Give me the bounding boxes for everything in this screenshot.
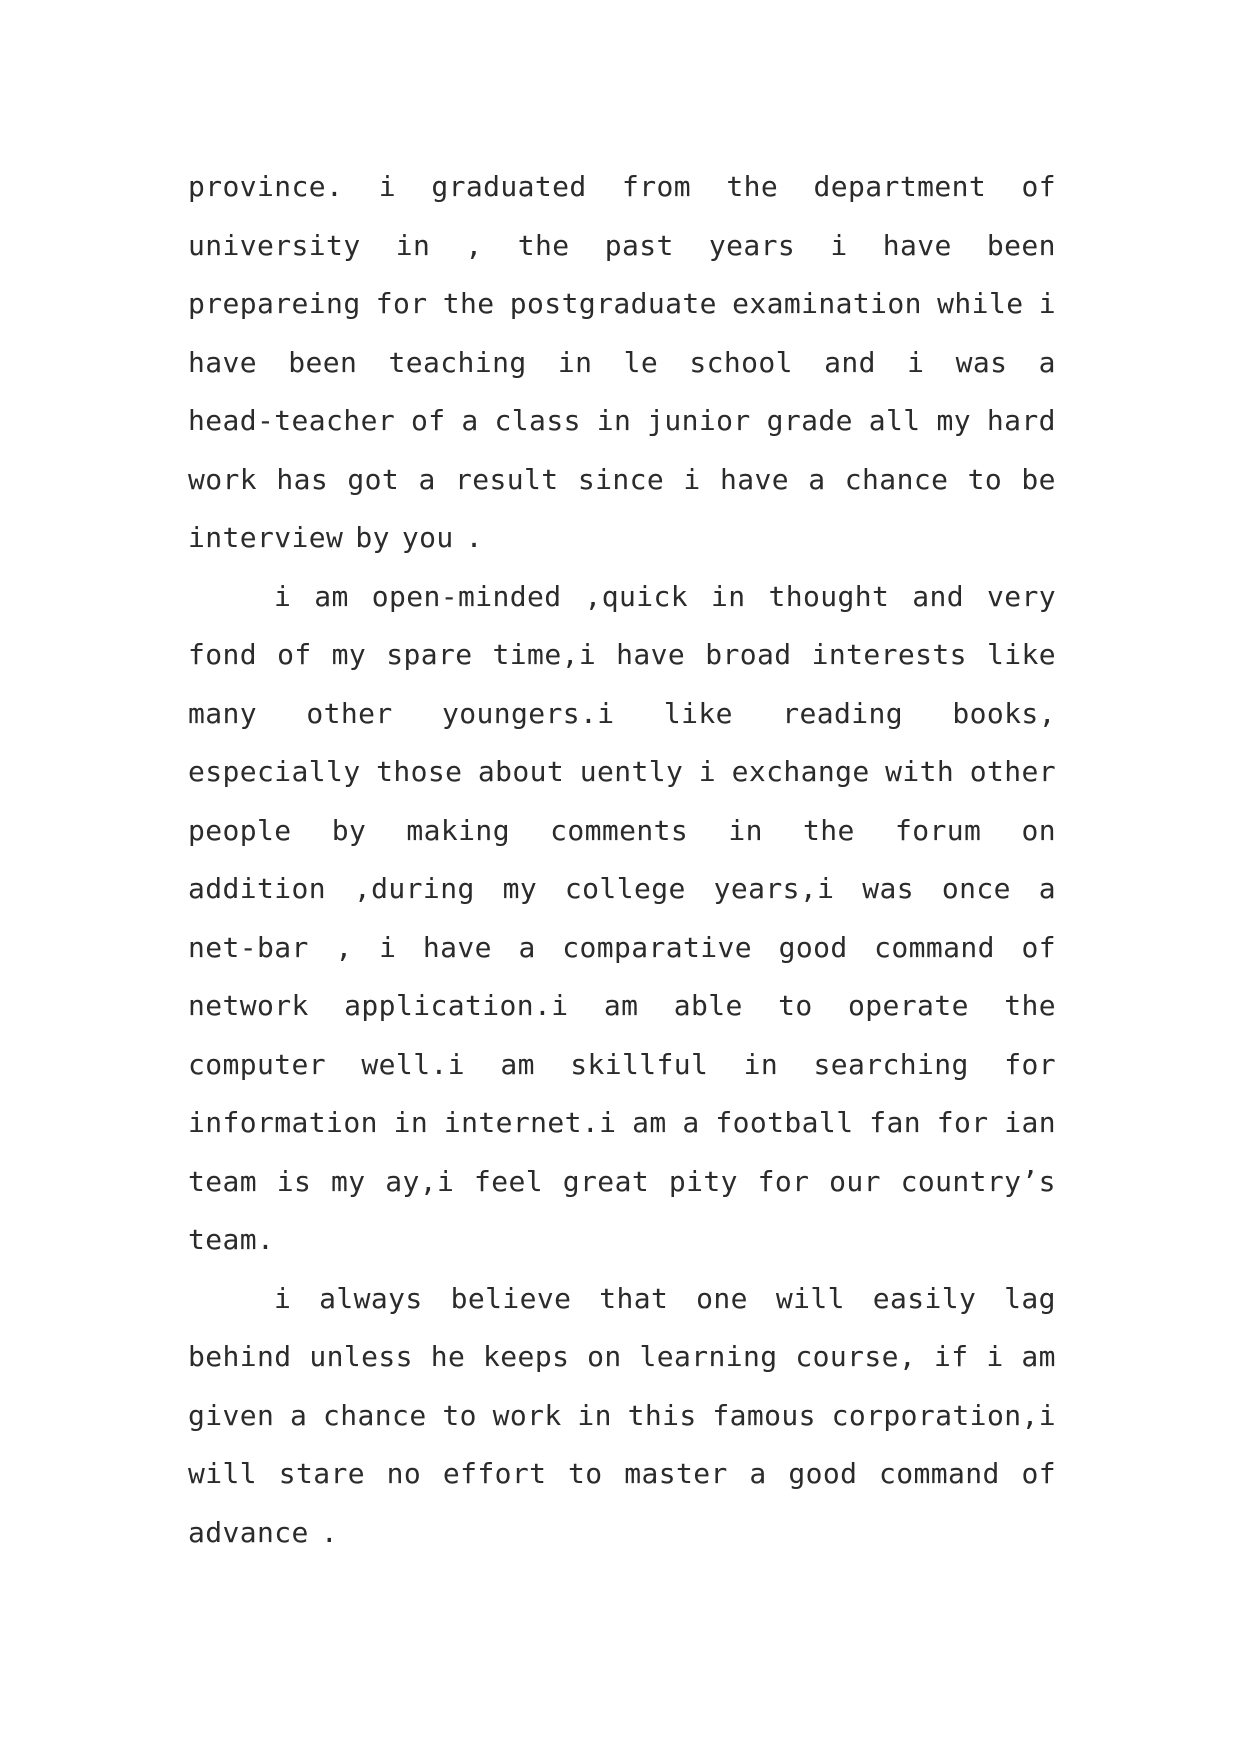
word: ian (1004, 1106, 1056, 1139)
word: course, (795, 1340, 917, 1373)
word: teaching (388, 345, 527, 379)
word: thought (768, 579, 890, 613)
word: behind (188, 1340, 292, 1373)
word: have (422, 930, 492, 964)
word: i (274, 579, 292, 613)
word: uently (579, 755, 684, 788)
word: for (936, 1106, 989, 1139)
word: while (937, 287, 1024, 320)
word: postgraduate (509, 287, 717, 320)
word: le (623, 345, 659, 379)
word: in (393, 1106, 429, 1139)
word: in (710, 579, 746, 613)
word: ay,i (385, 1164, 455, 1198)
word: all (868, 404, 921, 437)
word: command (874, 930, 995, 964)
text-line (188, 158, 1056, 217)
word: years (708, 228, 796, 262)
word: forum (895, 813, 982, 847)
paragraph (188, 568, 1056, 1270)
word: the (1004, 989, 1056, 1022)
word: been (986, 228, 1056, 262)
word: my (331, 638, 367, 671)
word: if (933, 1340, 969, 1373)
word: in (743, 1047, 779, 1081)
word: is (276, 1164, 312, 1198)
word: a (461, 404, 479, 437)
word: was (862, 872, 915, 905)
word: am (603, 989, 639, 1022)
word: you (401, 521, 454, 554)
text-line (188, 1094, 1056, 1153)
word: since (577, 462, 665, 496)
word: especially (188, 755, 361, 788)
word: this (627, 1398, 697, 1432)
text-line (188, 568, 1056, 627)
word: on (1021, 813, 1056, 847)
word: fan (869, 1106, 921, 1139)
word: have (188, 345, 258, 379)
word: ,during (353, 872, 475, 905)
word: net-bar (188, 930, 309, 964)
text-line (188, 743, 1056, 802)
word: command (879, 1457, 1000, 1490)
word: was (955, 345, 1008, 379)
word: comments (550, 813, 689, 847)
word: fond (188, 638, 258, 671)
word: to (442, 1398, 477, 1432)
word: a (418, 462, 436, 496)
text-line (188, 451, 1056, 510)
word: effort (442, 1457, 547, 1490)
word: chance (844, 462, 949, 496)
word: pity (668, 1164, 738, 1198)
word: am (1021, 1340, 1056, 1373)
word: in (577, 1398, 612, 1432)
word: . (320, 1515, 339, 1549)
word: about (477, 755, 565, 788)
word: a (682, 1106, 700, 1139)
word: graduated (431, 170, 587, 203)
word: am (632, 1106, 667, 1139)
word: will (188, 1457, 258, 1490)
word: able (673, 989, 743, 1022)
word: the (517, 228, 570, 262)
word: i (830, 228, 848, 262)
word: information (188, 1106, 378, 1139)
text-line (188, 1504, 1056, 1563)
word: great (562, 1164, 650, 1198)
document-body (188, 158, 1056, 1562)
word: time,i (492, 638, 597, 671)
word: i (698, 755, 717, 788)
word: result (454, 462, 559, 496)
word: hard (986, 404, 1056, 437)
word: of (1021, 170, 1056, 203)
word: youngers.i (441, 696, 615, 730)
word: interests (811, 638, 967, 671)
word: and (824, 345, 876, 379)
text-line (188, 392, 1056, 451)
word: good (788, 1457, 858, 1490)
word: a (1038, 872, 1056, 905)
word: application.i (344, 989, 569, 1022)
word: with (885, 755, 955, 788)
word: broad (705, 638, 792, 671)
word: have (882, 228, 952, 262)
word: addition (188, 872, 327, 905)
word: past (604, 228, 674, 262)
word: chance (323, 1398, 427, 1432)
word: books, (952, 696, 1056, 730)
text-line (188, 860, 1056, 919)
word: years,i (713, 872, 835, 905)
word: for (757, 1164, 810, 1198)
word: given (188, 1398, 275, 1432)
word: department (813, 170, 987, 203)
word: . (465, 521, 483, 554)
word: famous (712, 1398, 816, 1432)
word: well.i (361, 1047, 465, 1081)
word: people (188, 813, 292, 847)
word: will (775, 1281, 845, 1315)
word: i (683, 462, 701, 496)
word: , (465, 228, 483, 262)
word: i (1038, 287, 1056, 320)
word: college (564, 872, 686, 905)
word: have (616, 638, 686, 671)
word: i (274, 1281, 292, 1315)
text-line (188, 802, 1056, 861)
word: skillful (570, 1047, 709, 1081)
word: on (587, 1340, 622, 1373)
word: am (500, 1047, 535, 1081)
word: corporation,i (831, 1398, 1056, 1432)
word: junior (647, 404, 751, 437)
text-line (188, 217, 1056, 276)
word: of (410, 404, 446, 437)
word: spare (386, 638, 473, 671)
word: advance (188, 1515, 309, 1549)
word: i (986, 1340, 1004, 1373)
word: learning (639, 1340, 778, 1373)
word: no (386, 1457, 422, 1490)
word: in (395, 228, 431, 262)
word: once (941, 872, 1011, 905)
word: class (494, 404, 581, 437)
word: like (986, 638, 1056, 671)
text-line (188, 685, 1056, 744)
word: the (726, 170, 779, 203)
word: other (969, 755, 1056, 788)
word: team. (188, 1223, 275, 1256)
word: for (375, 287, 428, 320)
word: my (331, 1164, 366, 1198)
word: making (406, 813, 510, 847)
word: unless (309, 1340, 413, 1373)
word: to (568, 1457, 603, 1490)
text-line (188, 1036, 1056, 1095)
word: my (502, 872, 538, 905)
word: , (335, 930, 353, 964)
text-line (188, 1270, 1056, 1329)
word: work (188, 462, 258, 496)
word: master (624, 1457, 728, 1490)
word: by (355, 521, 390, 554)
word: ,quick (584, 579, 689, 613)
word: been (288, 345, 358, 379)
word: stare (278, 1457, 365, 1490)
text-line (188, 919, 1056, 978)
word: those (376, 755, 463, 788)
word: football (715, 1106, 854, 1139)
word: of (1021, 930, 1056, 964)
word: for (1004, 1047, 1056, 1081)
word: have (719, 462, 789, 496)
word: he (430, 1340, 466, 1373)
word: interview (188, 521, 344, 554)
word: like (663, 696, 733, 730)
text-line (188, 334, 1056, 393)
word: open-minded (371, 579, 562, 613)
word: has (276, 462, 329, 496)
word: a (1038, 345, 1056, 379)
word: got (347, 462, 400, 496)
text-line (188, 509, 1056, 568)
word: our (829, 1164, 881, 1198)
word: head-teacher (188, 404, 396, 437)
word: operate (848, 989, 969, 1022)
word: that (599, 1281, 669, 1315)
word: to (967, 462, 1003, 496)
word: comparative (562, 930, 753, 964)
word: other (306, 696, 393, 730)
word: be (1021, 462, 1056, 496)
paragraph (188, 158, 1056, 568)
word: searching (813, 1047, 969, 1081)
text-line (188, 1328, 1056, 1387)
word: one (696, 1281, 748, 1315)
word: of (1021, 1457, 1056, 1490)
word: believe (450, 1281, 572, 1315)
word: i (379, 930, 397, 964)
word: lag (1004, 1281, 1056, 1315)
word: i (907, 345, 925, 379)
word: by (331, 813, 367, 847)
word: good (778, 930, 848, 964)
text-line (188, 1387, 1056, 1446)
word: the (442, 287, 495, 320)
word: a (808, 462, 826, 496)
word: easily (872, 1281, 977, 1315)
text-line (188, 275, 1056, 334)
word: team (188, 1164, 258, 1198)
word: reading (782, 696, 904, 730)
word: work (492, 1398, 562, 1432)
word: am (314, 579, 349, 613)
word: in (596, 404, 632, 437)
word: university (188, 228, 361, 262)
word: grade (766, 404, 853, 437)
word: in (728, 813, 763, 847)
word: network (188, 989, 309, 1022)
word: many (188, 696, 258, 730)
word: feel (474, 1164, 544, 1198)
word: and (912, 579, 964, 613)
word: my (936, 404, 971, 437)
word: exchange (731, 755, 870, 788)
paragraph (188, 1270, 1056, 1563)
word: always (319, 1281, 423, 1315)
word: in (557, 345, 593, 379)
word: country’s (900, 1164, 1056, 1198)
word: examination (732, 287, 922, 320)
word: school (689, 345, 793, 379)
word: keeps (483, 1340, 570, 1373)
word: a (518, 930, 536, 964)
text-line (188, 977, 1056, 1036)
word: internet.i (443, 1106, 617, 1139)
word: computer (188, 1047, 327, 1081)
word: a (290, 1398, 308, 1432)
text-line (188, 1153, 1056, 1212)
word: of (277, 638, 312, 671)
word: prepareing (188, 287, 361, 320)
text-line (188, 1211, 1056, 1270)
word: to (778, 989, 813, 1022)
word: from (622, 170, 692, 203)
word: i (378, 170, 396, 203)
word: very (986, 579, 1056, 613)
word: a (749, 1457, 767, 1490)
word: the (803, 813, 855, 847)
word: province. (188, 170, 344, 203)
text-line (188, 1445, 1056, 1504)
text-line (188, 626, 1056, 685)
